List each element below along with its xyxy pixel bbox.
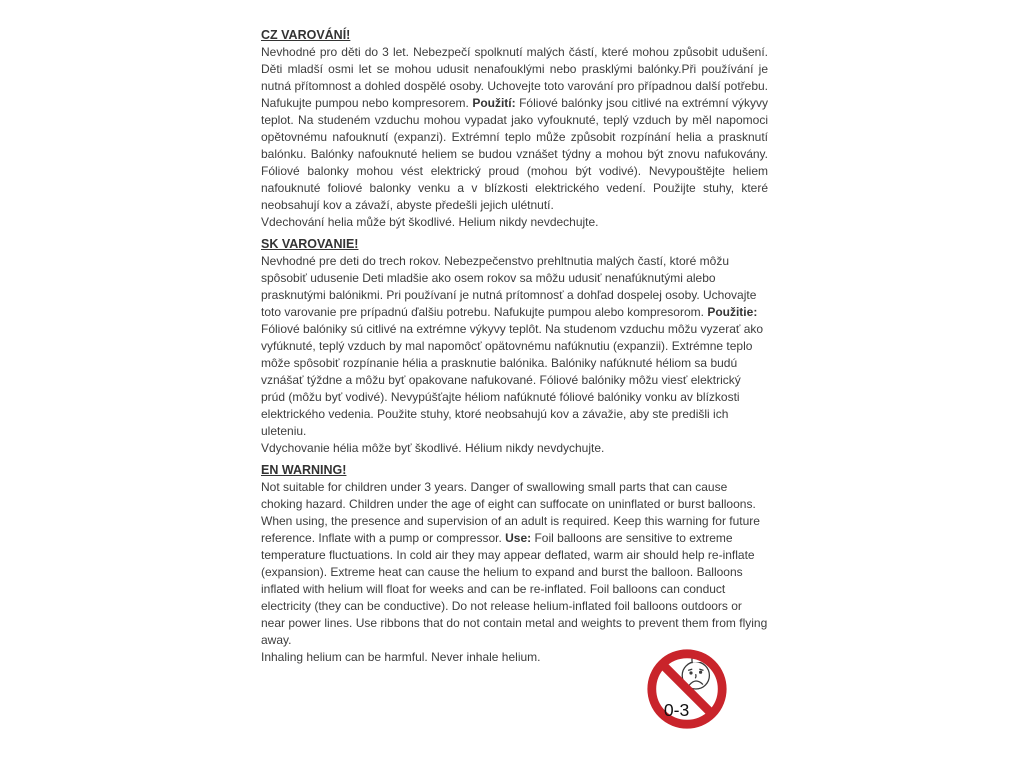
cz-body-after: Fóliové balónky jsou citlivé na extrémní výkyvy teplot. Na studeném vzduchu mohou vypadat jako vyfouknuté, teplý vzduch by měl napomoci opětovnému nafouknutí (expanzi). Extrémní teplo může způsobit rozpínání helia a prasknutí balónku. Balónky nafouknuté heliem se budou vznášet týdny a mohou být znovu nafukovány. Fóliové balonky mohou vést elektrický proud (mohou být vodivé). Nevypouštějte heliem nafouknuté foliové balonky venku a v blízkosti elektrického vedení. Použijte stuhy, které neobsahují kov a závaží, abyste předešli jejich ulétnutí. <box>261 96 768 212</box>
en-section-heading: EN WARNING! <box>261 463 347 477</box>
sk-helium-warning-line: Vdychovanie hélia môže byť škodlivé. Hélium nikdy nevdychujte. <box>261 441 605 455</box>
sk-body-after: Fóliové balóniky sú citlivé na extrémne výkyvy teplôt. Na studenom vzduchu môžu vyzerať ako vyfúknuté, teplý vzduch by mal napomôcť opätovnému nafúknutiu (expanzii). Extrémne teplo môže spôsobiť rozpínanie hélia a prasknutie balónika. Balóniky nafúknuté héliom sa budú vznášať týždne a môžu byť opakovane nafukované. Fóliové balóniky môžu viesť elektrický prúd (môžu byť vodivé). Nevypúšťajte héliom nafúknuté fóliové balóniky vonku av blízkosti elektrického vedenia. Použite stuhy, ktoré neobsahujú kov a závažie, aby ste predišli ich uleteniu. <box>261 322 764 438</box>
cz-use-label: Použití: <box>472 96 516 110</box>
no-children-0-3-icon <box>647 649 727 729</box>
baby-right-eye <box>699 671 702 674</box>
sk-section-heading: SK VAROVANIE! <box>261 237 359 251</box>
prohibition-sign-svg <box>647 649 727 729</box>
cz-body-before: Nevhodné pro děti do 3 let. Nebezpečí spolknutí malých částí, které mohou způsobit udušení. Děti mladší osmi let se mohou udusit nenafouklými nebo prasklými balónky.Při používání je nutná přítomnost a dohled dospělé osoby. Uchovejte toto varování pro případnou další potřebu. Nafukujte pumpou nebo kompresorem. <box>261 45 768 110</box>
cz-section-heading: CZ VAROVÁNÍ! <box>261 28 351 42</box>
en-use-label: Use: <box>505 531 532 545</box>
age-range-label: 0-3 <box>663 700 690 721</box>
warning-section-sk <box>261 236 768 457</box>
cz-warning-paragraph <box>261 44 768 214</box>
en-helium-warning-line: Inhaling helium can be harmful. Never inhale helium. <box>261 650 541 664</box>
sk-warning-paragraph <box>261 253 768 440</box>
warning-section-en <box>261 462 768 666</box>
warning-text-column <box>261 27 768 671</box>
warning-section-cz <box>261 27 768 231</box>
sk-body-before: Nevhodné pre deti do trech rokov. Nebezpečenstvo prehltnutia malých častí, ktoré môžu spôsobiť udusenie Deti mladšie ako osem rokov sa môžu udusiť nenafúknutými alebo prasknutými balónikmi. Pri používaní je nutná prítomnosť a dohľad dospelej osoby. Uchovajte toto varovanie pre prípadnú ďalšiu potrebu. Nafukujte pumpou alebo kompresorom. <box>261 254 757 319</box>
cz-helium-warning-line: Vdechování helia může být škodlivé. Helium nikdy nevdechujte. <box>261 215 599 229</box>
sk-use-label: Použitie: <box>707 305 758 319</box>
baby-left-eye <box>689 671 692 674</box>
en-body-after: Foil balloons are sensitive to extreme temperature fluctuations. In cold air they may appear deflated, warm air should help re-inflate (expansion). Extreme heat can cause the helium to expand and burst the balloon. Balloons inflated with helium will float for weeks and can be re-inflated. Foil balloons can conduct electricity (they can be conductive). Do not release helium-inflated foil balloons outdoors or near power lines. Use ribbons that do not contain metal and weights to prevent them from flying away. <box>261 531 768 647</box>
en-body-before: Not suitable for children under 3 years. Danger of swallowing small parts that can cause choking hazard. Children under the age of eight can suffocate on uninflated or burst balloons. When using, the presence and supervision of an adult is required. Keep this warning for future reference. Inflate with a pump or compressor. <box>261 480 760 545</box>
baby-nose <box>695 675 696 678</box>
en-warning-paragraph <box>261 479 768 649</box>
